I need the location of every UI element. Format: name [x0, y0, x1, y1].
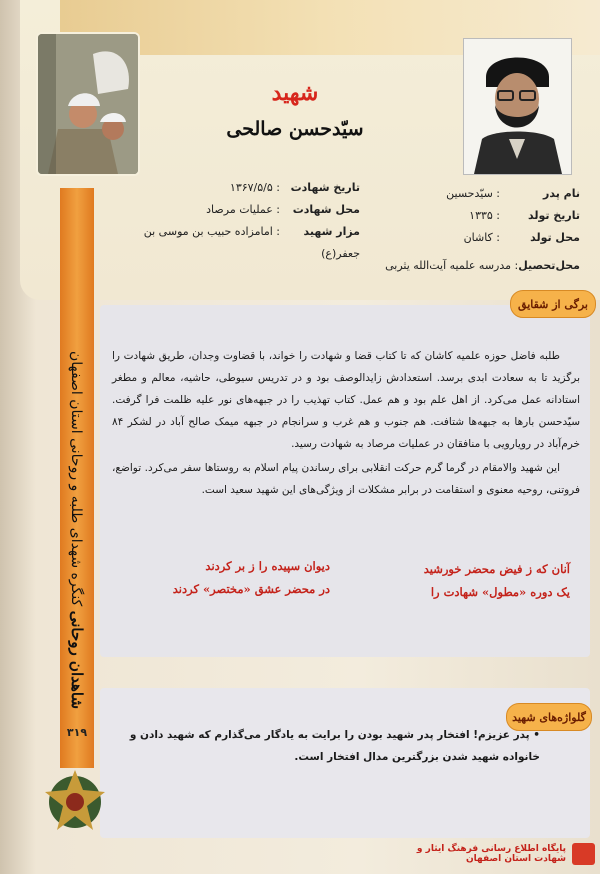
poem-line: یک دوره «مطول» شهادت را: [430, 585, 570, 599]
poem-line: آنان که ز فیض محضر خورشید: [423, 562, 570, 576]
info-value: : ۱۳۳۵: [469, 209, 500, 222]
spine-title-rest: کنگره شهدای طلبه و روحانی استان اصفهان: [68, 350, 84, 607]
martyr-name: سیّدحسن صالحی: [226, 118, 364, 140]
info-value: : سیّدحسین: [446, 187, 500, 200]
info-left: [130, 177, 360, 265]
ornament-icon: [35, 760, 115, 840]
info-label: مزار شهید: [303, 225, 360, 238]
will-text: • پدر عزیزم! افتخار پدر شهید بودن را برایت به یادگار می‌گذارم که شهید دادن و خانواده شهید شدن بزرگترین مدال افتخار است.: [129, 729, 540, 763]
info-right: [330, 183, 580, 249]
info-row-birth-place: [330, 227, 580, 249]
info-label: محل تولد: [530, 231, 580, 244]
info-value: : عملیات مرصاد: [206, 203, 280, 216]
info-value: : امامزاده حبیب بن موسی بن جعفر(ع): [143, 225, 360, 260]
info-label: محل‌تحصیل: [518, 259, 580, 272]
poem-right: [330, 558, 570, 604]
spine-title: [60, 350, 94, 710]
watermark-logo-icon: [572, 843, 595, 865]
info-education: [330, 255, 580, 277]
info-label: نام پدر: [543, 187, 580, 200]
section-tag-will: گلواژه‌های شهید: [506, 703, 592, 731]
biography-paragraph: این شهید والامقام در گرما گرم حرکت انقلابی برای رساندن پیام اسلام به روستاها سفر می‌کرد. تواضع، فروتنی، روحیه معنوی و استقامت در برابر مشکلات از ویژگی‌های این شهید سعید است.: [112, 462, 580, 496]
info-row-martyrdom-place: [130, 199, 360, 221]
info-value: : مدرسه علمیه آیت‌الله یثربی: [385, 259, 519, 272]
info-row-father: [330, 183, 580, 205]
info-row-martyrdom-date: [130, 177, 360, 199]
poem-line: دیوان سپیده را ز بر کردند: [205, 559, 330, 573]
spine-title-text: [68, 351, 86, 709]
section-tag-biography: برگی از شقایق: [510, 290, 596, 318]
poem-line: در محضر عشق «مختصر» کردند: [172, 582, 330, 596]
page-number: ۳۱۹: [66, 726, 88, 739]
biography-paragraph: طلبه فاضل حوزه علمیه کاشان که تا کتاب قضا و شهادت را خواند، با قضاوت وجدان، طریق شهادت را برگزید تا به سعادت ابدی برسد. استعدادش زایدالوصف بود و در تدریس سیوطی، حاشیه، معالم و مطغر استادانه عمل می‌کرد. از اهل علم بود و هم عمل. کتاب تهذیب را در جبهه‌های نور علیه ظلمت فرا گرفت. سیّدحسن بارها به جبهه‌ها شتافت. هم جنوب و هم غرب و سرانجام در جبهه میمک صالح آباد در لشکر ۸۴ خرم‌آباد در رویارویی با منافقان در عملیات مرصاد به شهادت رسید.: [112, 350, 580, 450]
watermark-text: پایگاه اطلاع رسانی فرهنگ ایثار و شهادت استان اصفهان: [416, 844, 567, 864]
info-label: تاریخ تولد: [528, 209, 580, 222]
info-label: محل شهادت: [292, 203, 360, 216]
info-row-birth-date: [330, 205, 580, 227]
spine-title-bold: شاهدان روحانی: [68, 610, 86, 710]
martyr-portrait: [463, 38, 572, 175]
biography-text: [112, 345, 580, 503]
info-value: : ۱۳۶۷/۵/۵: [229, 181, 280, 194]
info-label: تاریخ شهادت: [290, 181, 360, 194]
decorative-photo: [38, 34, 138, 174]
info-value: : کاشان: [463, 231, 500, 244]
title-label: شهید: [271, 80, 319, 106]
info-row-grave: [130, 221, 360, 265]
site-watermark: [405, 840, 595, 868]
poem-left: [140, 555, 330, 601]
